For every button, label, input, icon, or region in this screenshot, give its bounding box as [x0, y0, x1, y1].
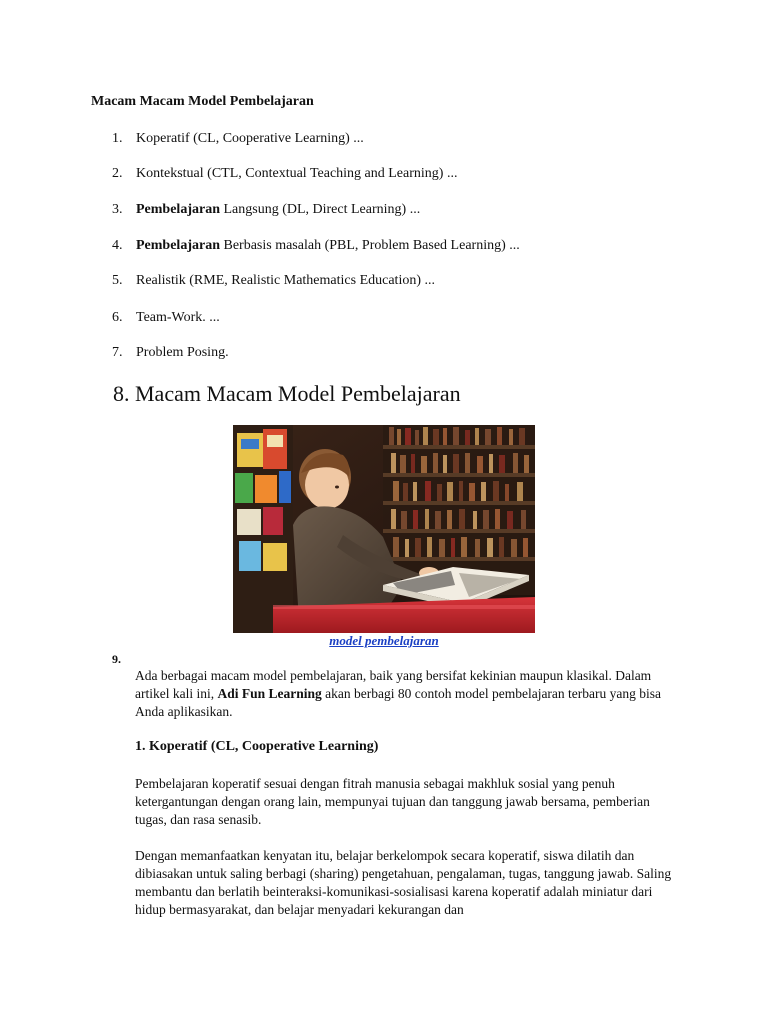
- document-title: Macam Macam Model Pembelajaran: [91, 94, 314, 109]
- list-item: [112, 238, 520, 254]
- list-text: Team-Work. ...: [136, 310, 220, 325]
- list-text: Berbasis masalah (PBL, Problem Based Learning) ...: [219, 238, 520, 253]
- list-bold: Pembelajaran: [136, 238, 220, 253]
- image-caption-link[interactable]: [0, 633, 768, 649]
- list-number: 4.: [112, 238, 123, 253]
- list-text: Koperatif (CL, Cooperative Learning) ...: [136, 131, 364, 146]
- paragraph: Pembelajaran koperatif sesuai dengan fitrah manusia sebagai makhluk sosial yang penuh ketergantungan dengan orang lain, mempunyai tujuan dan tanggung jawab bersama, pemberian tugas, dan rasa senasib.: [135, 776, 650, 827]
- list-bold: Pembelajaran: [136, 202, 220, 217]
- list-number: 7.: [112, 345, 123, 360]
- child-reading-book-illustration: [233, 425, 535, 633]
- list-item: [112, 273, 435, 289]
- list-number: 1.: [112, 131, 123, 146]
- list-item: [112, 131, 364, 147]
- intro-bold: Adi Fun Learning: [217, 686, 322, 701]
- caption-text: model pembelajaran: [329, 633, 439, 648]
- list-number: 6.: [112, 310, 123, 325]
- list-text: Realistik (RME, Realistic Mathematics Education) ...: [136, 273, 435, 288]
- list-item: [112, 310, 220, 326]
- article-photo[interactable]: [233, 425, 535, 633]
- list-text: Langsung (DL, Direct Learning) ...: [219, 202, 421, 217]
- list-item: [112, 202, 420, 218]
- list-text: Kontekstual (CTL, Contextual Teaching and Learning) ...: [136, 166, 458, 181]
- list-text: Problem Posing.: [136, 345, 229, 360]
- intro-text-2: akan berbagi 80 contoh model pembelajaran terbaru yang bisa Anda aplikasikan.: [135, 686, 662, 719]
- list-item: [112, 345, 229, 361]
- list-item: [112, 166, 457, 182]
- list-marker: 9.: [112, 652, 121, 666]
- intro-text-1: Ada berbagai macam model pembelajaran, baik yang bersifat kekinian maupun klasikal. Dalam artikel kali ini,: [135, 668, 652, 701]
- section-heading: 8. Macam Macam Model Pembelajaran: [113, 381, 461, 406]
- subheading: 1. Koperatif (CL, Cooperative Learning): [135, 739, 379, 754]
- paragraph: Dengan memanfaatkan kenyatan itu, belajar berkelompok secara koperatif, siswa dilatih dan dibiasakan untuk saling berbagi (sharing) pengetahuan, pengalaman, tugas, tanggung jawab. Saling membantu dan berlatih beinteraksi-komunikasi-sosialisasi karena koperatif adalah miniatur dari hidup bermasyarakat, dan belajar menyadari kekurangan dan: [135, 848, 672, 917]
- intro-paragraph: [135, 667, 680, 721]
- list-number: 3.: [112, 202, 123, 217]
- list-number: 2.: [112, 166, 123, 181]
- list-number: 5.: [112, 273, 123, 288]
